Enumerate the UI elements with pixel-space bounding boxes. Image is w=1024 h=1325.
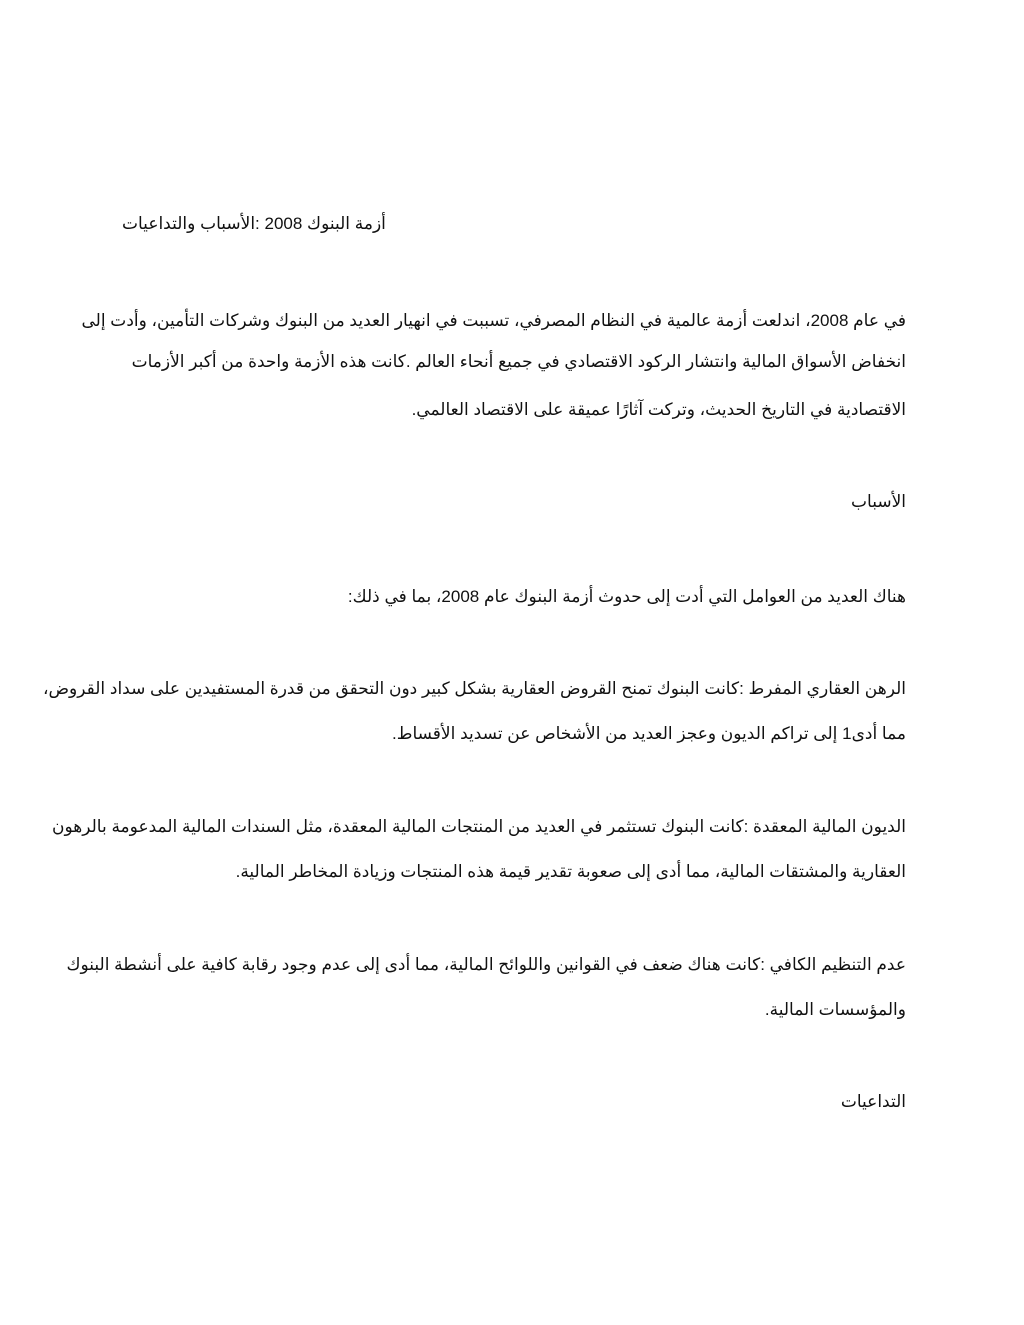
cause-2-line-1: الديون المالية المعقدة :كانت البنوك تستثمر في العديد من المنتجات المالية المعقدة، مثل السندات المالية المدعومة بالرهون [52, 817, 906, 836]
cause-3-line-1: عدم التنظيم الكافي :كانت هناك ضعف في القوانين واللوائح المالية، مما أدى إلى عدم وجود رقابة كافية على أنشطة البنوك [66, 955, 906, 974]
cause-2-line-2: العقارية والمشتقات المالية، مما أدى إلى صعوبة تقدير قيمة هذه المنتجات وزيادة المخاطر المالية. [235, 862, 906, 881]
causes-intro: هناك العديد من العوامل التي أدت إلى حدوث أزمة البنوك عام 2008، بما في ذلك: [347, 587, 906, 606]
document-title: أزمة البنوك 2008 :الأسباب والتداعيات [122, 214, 386, 233]
consequences-heading: التداعيات [840, 1092, 906, 1111]
intro-line-1: في عام 2008، اندلعت أزمة عالمية في النظام المصرفي، تسببت في انهيار العديد من البنوك وشركات التأمين، وأدت إلى [81, 311, 906, 330]
intro-line-3: الاقتصادية في التاريخ الحديث، وتركت آثارًا عميقة على الاقتصاد العالمي. [411, 400, 906, 419]
cause-1-line-1: الرهن العقاري المفرط :كانت البنوك تمنح القروض العقارية بشكل كبير دون التحقق من قدرة المستفيدين على سداد القروض، [43, 679, 906, 698]
cause-1-line-2: مما أدى1 إلى تراكم الديون وعجز العديد من الأشخاص عن تسديد الأقساط. [392, 724, 906, 743]
cause-3-line-2: والمؤسسات المالية. [764, 1000, 906, 1019]
intro-line-2: انخفاض الأسواق المالية وانتشار الركود الاقتصادي في جميع أنحاء العالم .كانت هذه الأزمة واحدة من أكبر الأزمات [131, 352, 906, 371]
causes-heading: الأسباب [851, 492, 906, 511]
